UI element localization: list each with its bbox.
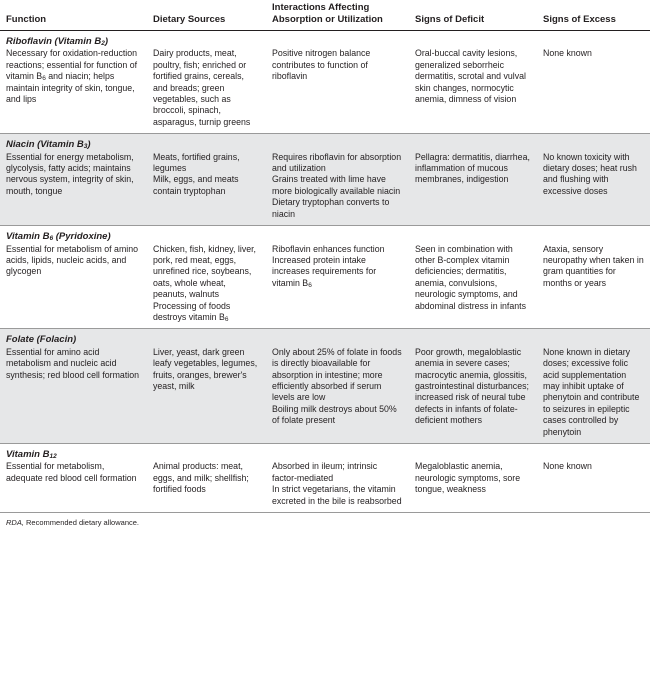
cell-excess: No known toxicity with dietary doses; heat rush and flushing with excessive doses — [537, 152, 650, 226]
vitamin-name: Riboflavin (Vitamin $B_2$) — [6, 36, 108, 47]
cell-interactions — [266, 244, 409, 329]
vitamin-heading-row — [0, 444, 650, 462]
cell-function: Essential for metabolism, adequate red blood cell formation — [0, 461, 147, 512]
vitamin-heading-row — [0, 134, 650, 152]
cell-interactions — [266, 48, 409, 133]
vitamin-heading-row — [0, 226, 650, 244]
footnote-abbreviation: RDA, — [6, 518, 24, 528]
table-row — [0, 461, 650, 512]
cell-excess: None known — [537, 461, 650, 512]
header-row — [0, 0, 650, 31]
interaction-line: Increased protein intake increases requirements for vitamin $B_6$ — [272, 254, 377, 289]
interaction-line: Absorbed in ileum; intrinsic factor-mediated — [272, 461, 378, 483]
cell-function: Necessary for oxidation-reduction reactions; essential for function of vitamin $B_6$ and niacin; helps maintain integrity of skin, tongue, and lips — [0, 48, 147, 133]
source-line: Liver, yeast, dark green leafy vegetables, legumes, fruits, oranges, brewer's yeast, milk — [153, 346, 258, 391]
cell-sources — [147, 48, 266, 133]
vitamin-heading-row — [0, 31, 650, 49]
table-row — [0, 48, 650, 133]
interaction-line: Dietary tryptophan converts to niacin — [272, 197, 390, 219]
header-signs-of-deficit: Signs of Deficit — [409, 0, 537, 31]
cell-sources — [147, 244, 266, 329]
interaction-line: Requires riboflavin for absorption and utilization — [272, 151, 402, 174]
vitamin-name: Folate (Folacin) — [6, 334, 77, 346]
cell-deficit: Pellagra: dermatitis, diarrhea, inflammation of mucous membranes, indigestion — [409, 152, 537, 226]
cell-function: Essential for energy metabolism, glycolysis, fatty acids; maintains nervous system, integrity of skin, mouth, tongue — [0, 152, 147, 226]
header-function: Function — [0, 0, 147, 31]
header-signs-of-excess: Signs of Excess — [537, 0, 650, 31]
source-line: Meats, fortified grains, legumes — [153, 151, 240, 174]
cell-interactions — [266, 347, 409, 444]
cell-deficit: Poor growth, megaloblastic anemia in severe cases; macrocytic anemia, glossitis, gastrointestinal disturbances; increased risk of neural tube defects in infants of folate-deficient mothers — [409, 347, 537, 444]
source-line: Chicken, fish, kidney, liver, pork, red meat, eggs, unrefined rice, soybeans, oats, whole wheat, peanuts, walnuts — [153, 243, 256, 300]
cell-excess: None known — [537, 48, 650, 133]
cell-deficit: Seen in combination with other B-complex vitamin deficiencies; dermatitis, anemia, convulsions, neurologic symptoms, and abdominal distress in infants — [409, 244, 537, 329]
cell-function: Essential for metabolism of amino acids, lipids, nucleic acids, and glycogen — [0, 244, 147, 329]
interaction-line: Positive nitrogen balance contributes to function of riboflavin — [272, 48, 371, 82]
vitamin-name: Niacin (Vitamin $B_3$) — [6, 139, 91, 151]
interaction-line: Boiling milk destroys about 50% of folate present — [272, 403, 397, 426]
cell-sources — [147, 152, 266, 226]
cell-deficit: Oral-buccal cavity lesions, generalized seborrheic dermatitis, scrotal and vulval skin changes, normocytic anemia, dimness of vision — [409, 48, 537, 133]
table-row — [0, 152, 650, 226]
footnote-text: Recommended dietary allowance. — [26, 518, 139, 528]
interaction-line: Grains treated with lime have more biologically available niacin — [272, 174, 401, 196]
cell-sources — [147, 461, 266, 512]
interaction-line: In strict vegetarians, the vitamin excreted in the bile is reabsorbed — [272, 484, 402, 506]
header-dietary-sources: Dietary Sources — [147, 0, 266, 31]
table-footnote — [0, 513, 650, 532]
interaction-line: Only about 25% of folate in foods is directly bioavailable for absorption in intestine; more efficiently absorbed if serum levels are low — [272, 346, 402, 403]
header-interactions: Interactions Affecting Absorption or Utilization — [266, 0, 409, 31]
vitamin-name: Vitamin $B_{12}$ — [6, 449, 57, 460]
source-line: Processing of foods destroys vitamin $B_6$ — [153, 300, 231, 323]
interaction-line: Riboflavin enhances function — [272, 243, 385, 254]
cell-function: Essential for amino acid metabolism and nucleic acid synthesis; red blood cell formation — [0, 347, 147, 444]
source-line: Milk, eggs, and meats contain tryptophan — [153, 174, 239, 196]
cell-sources — [147, 347, 266, 444]
source-line: Dairy products, meat, poultry, fish; enriched or fortified grains, cereals, and breads; green vegetables, such as broccoli, spinach, asparagus, turnip greens — [153, 48, 251, 127]
cell-excess: Ataxia, sensory neuropathy when taken in gram quantities for months or years — [537, 244, 650, 329]
table-row — [0, 244, 650, 329]
source-line: Animal products: meat, eggs, and milk; shellfish; fortified foods — [153, 461, 249, 495]
cell-deficit: Megaloblastic anemia, neurologic symptoms, sore tongue, weakness — [409, 461, 537, 512]
table-row — [0, 347, 650, 444]
vitamin-name: Vitamin $B_6$ (Pyridoxine) — [6, 231, 111, 243]
cell-excess: None known in dietary doses; excessive folic acid supplementation may inhibit uptake of phenytoin and contribute to seizures in epileptic cases controlled by phenytoin — [537, 347, 650, 444]
cell-interactions — [266, 461, 409, 512]
cell-interactions — [266, 152, 409, 226]
vitamin-heading-row — [0, 329, 650, 347]
